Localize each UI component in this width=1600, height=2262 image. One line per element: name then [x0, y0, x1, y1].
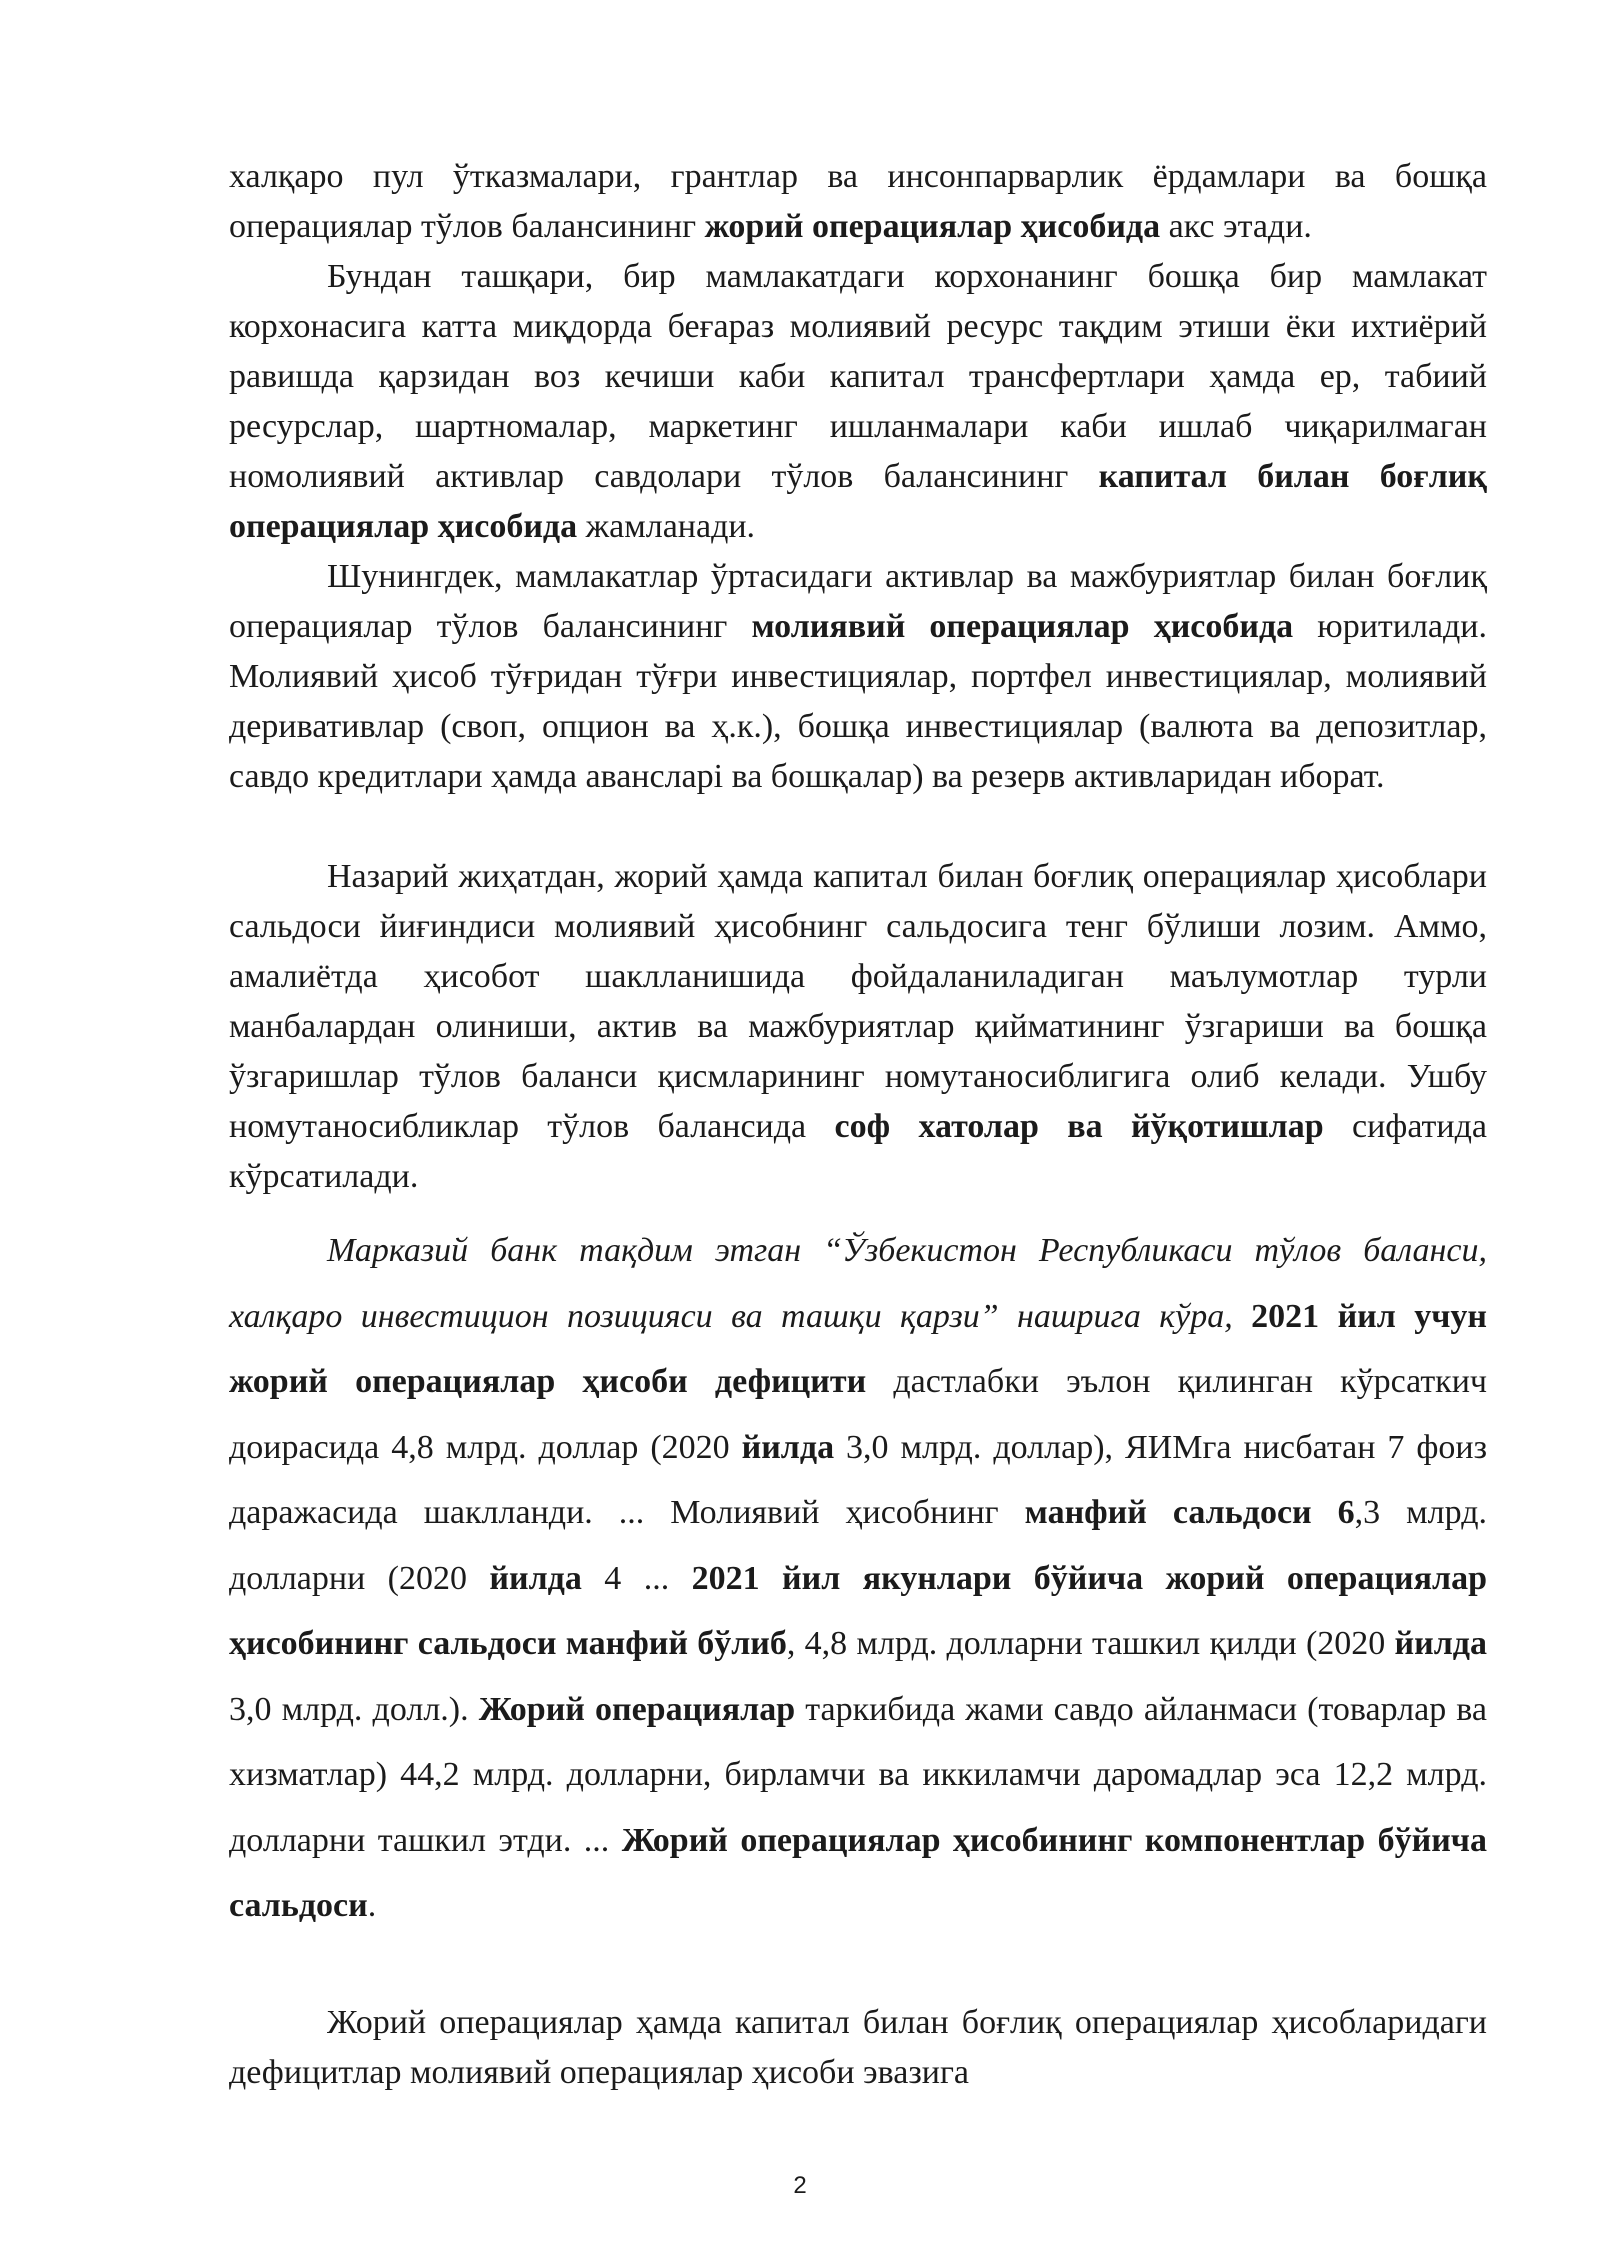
paragraph-6-text: Жорий операциялар ҳамда капитал билан боғлиқ операциялар ҳисобларидаги дефицитлар молиявий операциялар ҳисоби эвазига [229, 2004, 1487, 2091]
paragraph-5-text-1: дастлабки эълон қилинган кўрсаткич доирасида 4,8 млрд. доллар (2020 [229, 1363, 1487, 1466]
paragraph-3-text-end: юритилади. Молиявий ҳисоб тўғридан тўғри инвестициялар, портфел инвестициялар, молиявий деривативлар (своп, опцион ва ҳ.к.), бошқа инвестициялар (валюта ва депозитлар, савдо кредитлари ҳамда авансларі ва бошқалар) ва резерв активларидан иборат. [229, 608, 1487, 795]
paragraph-5-text-8: . [367, 1887, 377, 1924]
paragraph-5-bold-3: манфий сальдоси 6 [1024, 1494, 1355, 1531]
page-number: 2 [793, 2172, 807, 2199]
paragraph-3 [229, 552, 1487, 802]
paragraph-1-text: халқаро пул ўтказмалари, грантлар ва инсонпарварлик ёрдамлари ва бошқа операциялар тўлов балансининг [229, 158, 1487, 245]
paragraph-1 [229, 152, 1487, 252]
paragraph-2 [229, 252, 1487, 552]
paragraph-4-bold-term: соф хатолар ва йўқотишлар [834, 1108, 1324, 1145]
paragraph-5-italic-source: Марказий банк тақдим этган “Ўзбекистон Республикаси тўлов баланси, халқаро инвестицион позицияси ва ташқи қарзи” нашрига кўра, [229, 1232, 1487, 1335]
paragraph-5-text-2: 3,0 млрд. доллар), ЯИМга нисбатан 7 фоиз даражасида шаклланди. ... Молиявий ҳисобнинг [229, 1428, 1487, 1531]
paragraph-5-bold-2: йилда [741, 1428, 835, 1466]
paragraph-1-bold-term: жорий операциялар ҳисобида [704, 208, 1161, 245]
paragraph-5-space [1233, 1298, 1251, 1335]
paragraph-2-bold-term: капитал билан боғлиқ операциялар ҳисобида [229, 458, 1487, 545]
paragraph-4-text: Назарий жиҳатдан, жорий ҳамда капитал билан боғлиқ операциялар ҳисоблари сальдоси йиғиндиси молиявий ҳисобнинг сальдосига тенг бўлиши лозим. Аммо, амалиётда ҳисобот шаклланишида фойдаланиладиган маълумотлар турли манбалардан олиниши, актив ва мажбуриятлар қийматининг ўзгариши ва бошқа ўзгаришлар тўлов баланси қисмларининг номутаносиблигига олиб келади. Ушбу номутаносибликлар тўлов балансида [229, 858, 1487, 1145]
paragraph-4 [229, 852, 1487, 1202]
paragraph-5-text-4: 4 ... [581, 1559, 692, 1597]
paragraph-2-text-end: жамланади. [577, 508, 756, 545]
paragraph-1-text-end: акс этади. [1160, 208, 1312, 245]
paragraph-6 [229, 1998, 1487, 2098]
paragraph-5-bold-6: йилда [1394, 1625, 1487, 1662]
paragraph-5-bold-7: Жорий операциялар [478, 1690, 796, 1728]
paragraph-5-bold-5: 2021 йил якунлари бўйича жорий операциялар ҳисобининг сальдоси манфий бўлиб [229, 1559, 1487, 1662]
paragraph-5-bold-8: Жорий операциялар ҳисобининг компонентлар бўйича сальдоси [229, 1821, 1487, 1924]
paragraph-5-text-6: 3,0 млрд. долл.). [229, 1690, 479, 1728]
paragraph-5-text-7: таркибида жами савдо айланмаси (товарлар ва хизматлар) 44,2 млрд. долларни, бирламчи ва иккиламчи даромадлар эса 12,2 млрд. долларни ташкил этди. ... [229, 1690, 1487, 1859]
paragraph-2-text: Бундан ташқари, бир мамлакатдаги корхонанинг бошқа бир мамлакат корхонасига катта миқдорда беғараз молиявий ресурс тақдим этиши ёки ихтиёрий равишда қарзидан воз кечиши каби капитал трансфертлари ҳамда ер, табиий ресурслар, шартномалар, маркетинг ишланмалари каби ишлаб чиқарилмаган номолиявий активлар савдолари тўлов балансининг [229, 258, 1487, 495]
paragraph-3-text: Шунингдек, мамлакатлар ўртасидаги активлар ва мажбуриятлар билан боғлиқ операциялар тўлов балансининг [229, 558, 1487, 645]
paragraph-5-bold-1: 2021 йил учун жорий операциялар ҳисоби дефицити [229, 1297, 1487, 1400]
paragraph-3-bold-term: молиявий операциялар ҳисобида [751, 608, 1294, 645]
paragraph-4-text-end: сифатида кўрсатилади. [229, 1108, 1487, 1195]
paragraph-5-text-5: , 4,8 млрд. долларни ташкил қилди (2020 [786, 1625, 1395, 1662]
paragraph-5-text-3: ,3 млрд. долларни (2020 [229, 1494, 1487, 1597]
paragraph-5-bold-4: йилда [489, 1559, 582, 1597]
paragraph-5-quote [229, 1218, 1487, 1939]
